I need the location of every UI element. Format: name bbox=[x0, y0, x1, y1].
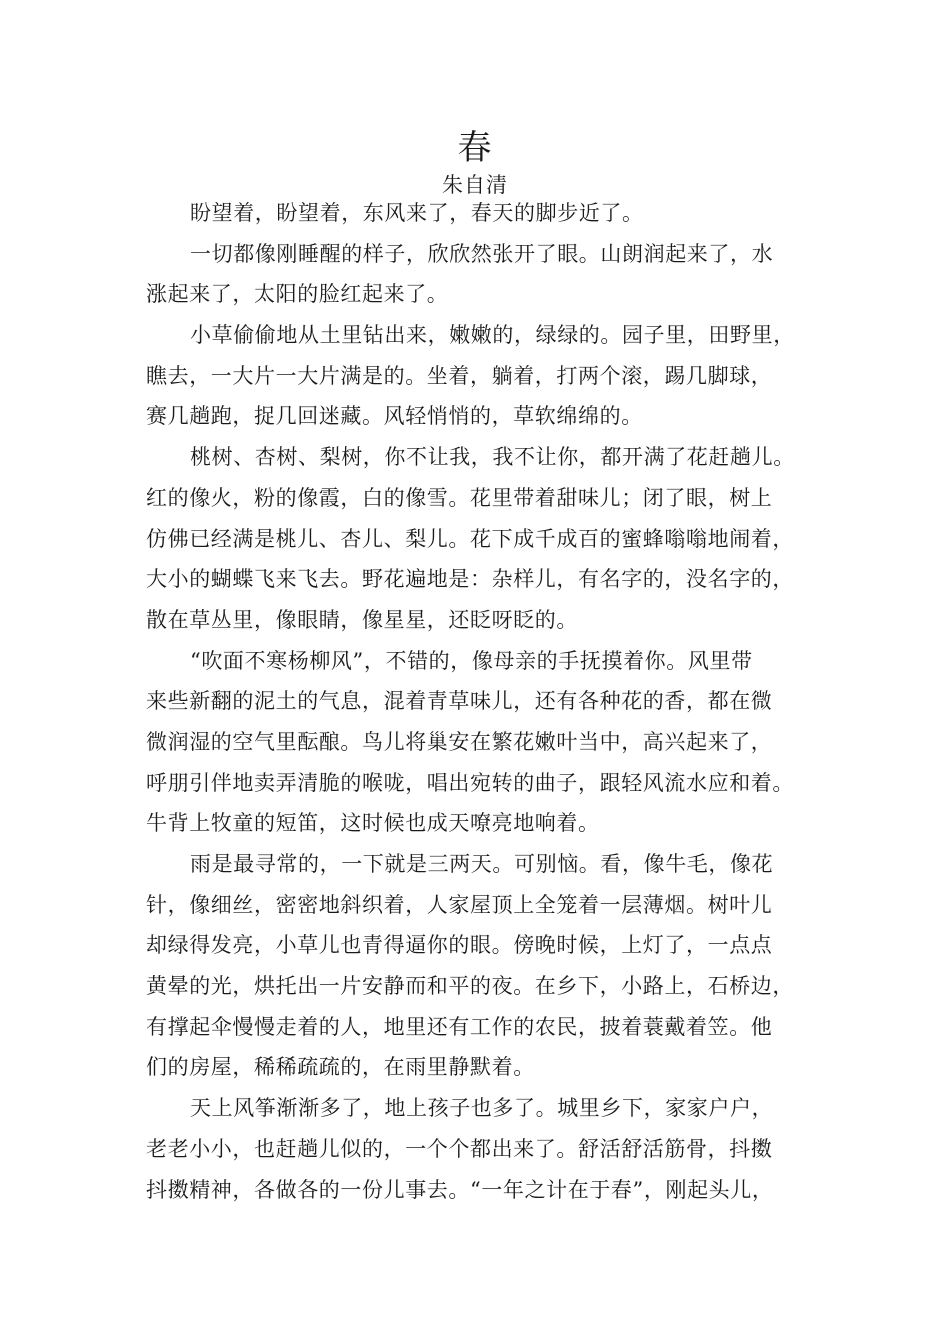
text-line: 涨起来了，太阳的脸红起来了。 bbox=[146, 282, 449, 307]
text-line: “吹面不寒杨柳风”，不错的，像母亲的手抚摸着你。风里带 bbox=[190, 648, 753, 673]
text-line: 雨是最寻常的，一下就是三两天。可别恼。看，像牛毛，像花 bbox=[190, 852, 774, 876]
page-title: 春 bbox=[457, 128, 493, 168]
text-line: 散在草丛里，像眼睛，像星星，还眨呀眨的。 bbox=[146, 607, 578, 632]
article-body bbox=[146, 196, 828, 1213]
text-line: 来些新翻的泥土的气息，混着青草味儿，还有各种花的香，都在微 bbox=[146, 689, 773, 714]
text-line: 桃树、杏树、梨树，你不让我，我不让你，都开满了花赶趟儿。 bbox=[190, 445, 795, 470]
text-line: 红的像火，粉的像霞，白的像雪。花里带着甜味儿；闭了眼，树上 bbox=[146, 485, 773, 510]
text-line: 针，像细丝，密密地斜织着，人家屋顶上全笼着一层薄烟。树叶儿 bbox=[146, 892, 773, 917]
text-line: 们的房屋，稀稀疏疏的，在雨里静默着。 bbox=[146, 1055, 535, 1080]
text-line: 有撑起伞慢慢走着的人，地里还有工作的农民，披着蓑戴着笠。他 bbox=[146, 1014, 773, 1039]
paragraph bbox=[146, 644, 828, 847]
paragraph bbox=[146, 318, 828, 440]
paragraph bbox=[146, 1091, 828, 1213]
author-name: 朱自清 bbox=[442, 173, 508, 197]
text-line: 黄晕的光，烘托出一片安静而和平的夜。在乡下，小路上，石桥边， bbox=[146, 974, 794, 999]
text-line: 却绿得发亮，小草儿也青得逼你的眼。傍晚时候，上灯了，一点点 bbox=[146, 933, 773, 958]
paragraph bbox=[146, 847, 828, 1091]
text-line: 仿佛已经满是桃儿、杏儿、梨儿。花下成千成百的蜜蜂嗡嗡地闹着， bbox=[146, 526, 794, 551]
text-line: 微润湿的空气里酝酿。鸟儿将巢安在繁花嫩叶当中，高兴起来了， bbox=[146, 729, 773, 754]
text-line: 老老小小，也赶趟儿似的，一个个都出来了。舒活舒活筋骨，抖擞 bbox=[146, 1136, 773, 1161]
text-line: 抖擞精神，各做各的一份儿事去。“一年之计在于春”，刚起头儿， bbox=[146, 1177, 774, 1202]
text-line: 大小的蝴蝶飞来飞去。野花遍地是：杂样儿，有名字的，没名字的， bbox=[146, 567, 794, 592]
text-line: 呼朋引伴地卖弄清脆的喉咙，唱出宛转的曲子，跟轻风流水应和着。 bbox=[146, 770, 794, 795]
text-line: 天上风筝渐渐多了，地上孩子也多了。城里乡下，家家户户， bbox=[190, 1096, 774, 1121]
text-line: 瞧去，一大片一大片满是的。坐着，躺着，打两个滚，踢几脚球， bbox=[146, 363, 773, 388]
paragraph bbox=[146, 196, 828, 237]
text-line: 牛背上牧童的短笛，这时候也成天嘹亮地响着。 bbox=[146, 811, 600, 836]
text-line: 小草偷偷地从土里钻出来，嫩嫩的，绿绿的。园子里，田野里， bbox=[190, 323, 795, 348]
text-line: 一切都像刚睡醒的样子，欣欣然张开了眼。山朗润起来了，水 bbox=[190, 241, 774, 266]
paragraph bbox=[146, 237, 828, 318]
paragraph bbox=[146, 440, 828, 643]
text-line: 赛几趟跑，捉几回迷藏。风轻悄悄的，草软绵绵的。 bbox=[146, 404, 643, 429]
text-line: 盼望着，盼望着，东风来了，春天的脚步近了。 bbox=[190, 201, 644, 225]
